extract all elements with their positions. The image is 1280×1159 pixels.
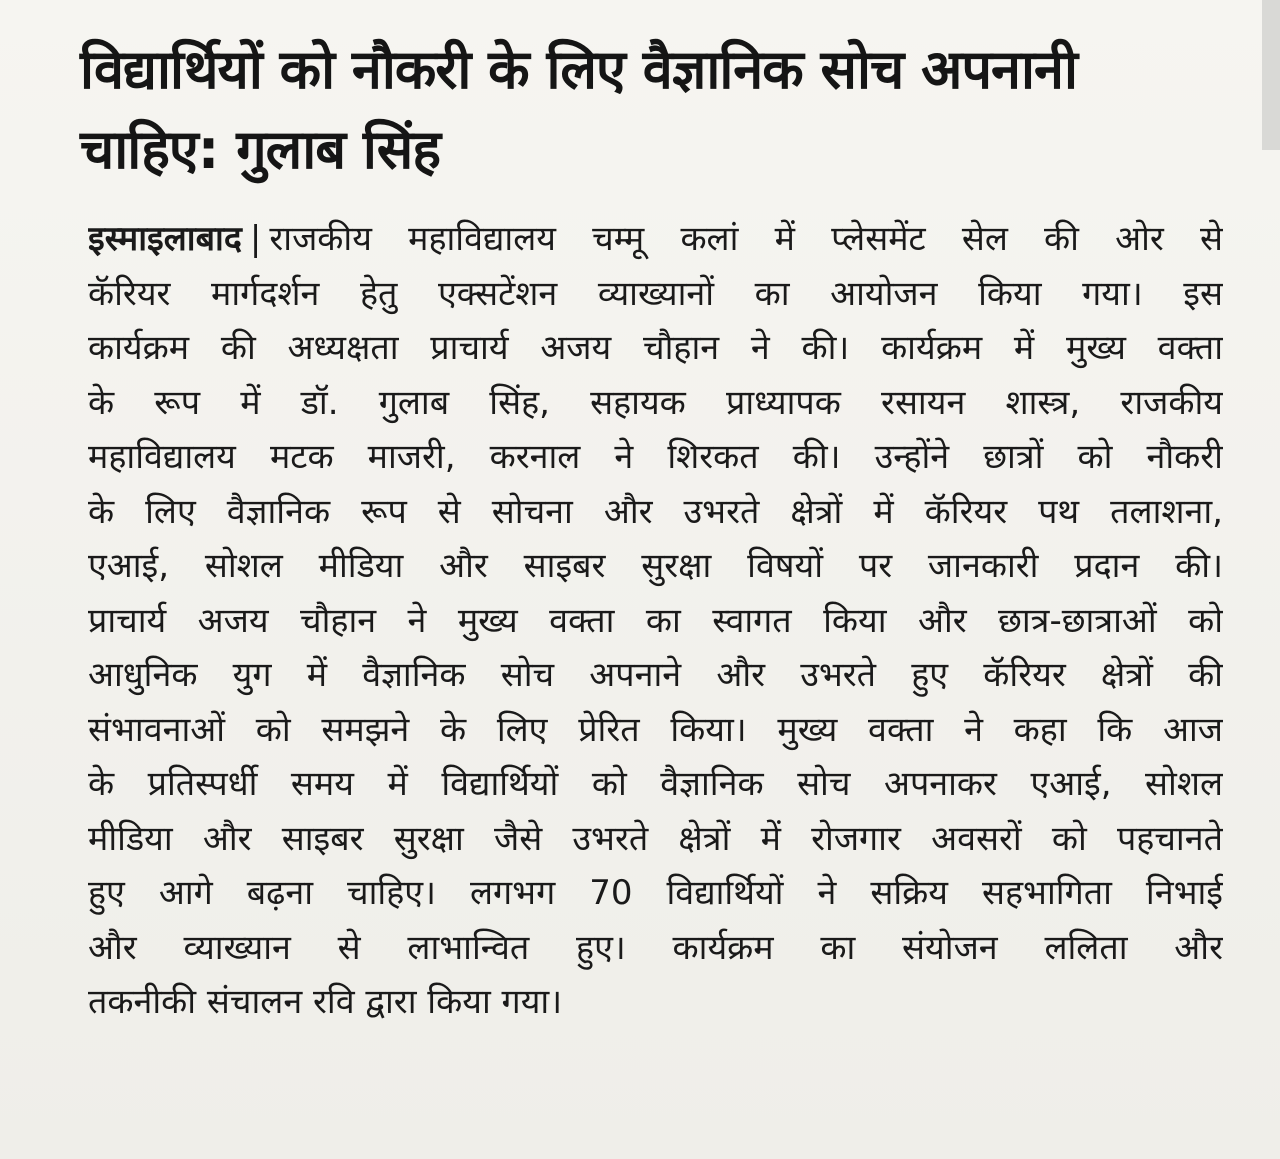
body-line: आधुनिक युग में वैज्ञानिक सोच अपनाने और उभरते हुए कॅरियर क्षेत्रों की bbox=[88, 655, 1223, 695]
dateline: इस्माइलाबाद bbox=[88, 219, 242, 259]
article-body bbox=[88, 212, 1223, 1030]
dateline-separator: | bbox=[249, 219, 262, 259]
body-line: संभावनाओं को समझने के लिए प्रेरित किया। मुख्य वक्ता ने कहा कि आज bbox=[88, 709, 1223, 750]
headline-line-1: विद्यार्थियों को नौकरी के लिए वैज्ञानिक सोच अपनानी bbox=[80, 38, 1077, 101]
body-line: और व्याख्यान से लाभान्वित हुए। कार्यक्रम का संयोजन ललिता और bbox=[88, 927, 1223, 968]
page-edge bbox=[1262, 0, 1280, 150]
headline bbox=[80, 30, 1170, 190]
body-line: कॅरियर मार्गदर्शन हेतु एक्सटेंशन व्याख्यानों का आयोजन किया गया। इस bbox=[88, 273, 1223, 314]
body-line: हुए आगे बढ़ना चाहिए। लगभग 70 विद्यार्थियों ने सक्रिय सहभागिता निभाई bbox=[88, 873, 1223, 913]
body-line: तकनीकी संचालन रवि द्वारा किया गया। bbox=[88, 982, 563, 1022]
body-line: एआई, सोशल मीडिया और साइबर सुरक्षा विषयों पर जानकारी प्रदान की। bbox=[88, 546, 1223, 586]
body-line: के लिए वैज्ञानिक रूप से सोचना और उभरते क्षेत्रों में कॅरियर पथ तलाशना, bbox=[88, 491, 1223, 532]
body-line bbox=[88, 212, 1223, 267]
headline-line-2: चाहिए: गुलाब सिंह bbox=[80, 118, 440, 181]
body-line: के प्रतिस्पर्धी समय में विद्यार्थियों को वैज्ञानिक सोच अपनाकर एआई, सोशल bbox=[88, 764, 1223, 804]
body-line: कार्यक्रम की अध्यक्षता प्राचार्य अजय चौहान ने की। कार्यक्रम में मुख्य वक्ता bbox=[88, 328, 1223, 368]
body-text: राजकीय महाविद्यालय चम्मू कलां में प्लेसमेंट सेल की ओर से bbox=[269, 219, 1223, 259]
body-line: प्राचार्य अजय चौहान ने मुख्य वक्ता का स्वागत किया और छात्र-छात्राओं को bbox=[88, 600, 1223, 641]
body-line: के रूप में डॉ. गुलाब सिंह, सहायक प्राध्यापक रसायन शास्त्र, राजकीय bbox=[88, 382, 1223, 423]
body-line: मीडिया और साइबर सुरक्षा जैसे उभरते क्षेत्रों में रोजगार अवसरों को पहचानते bbox=[88, 818, 1223, 859]
body-line: महाविद्यालय मटक माजरी, करनाल ने शिरकत की। उन्होंने छात्रों को नौकरी bbox=[88, 437, 1223, 477]
